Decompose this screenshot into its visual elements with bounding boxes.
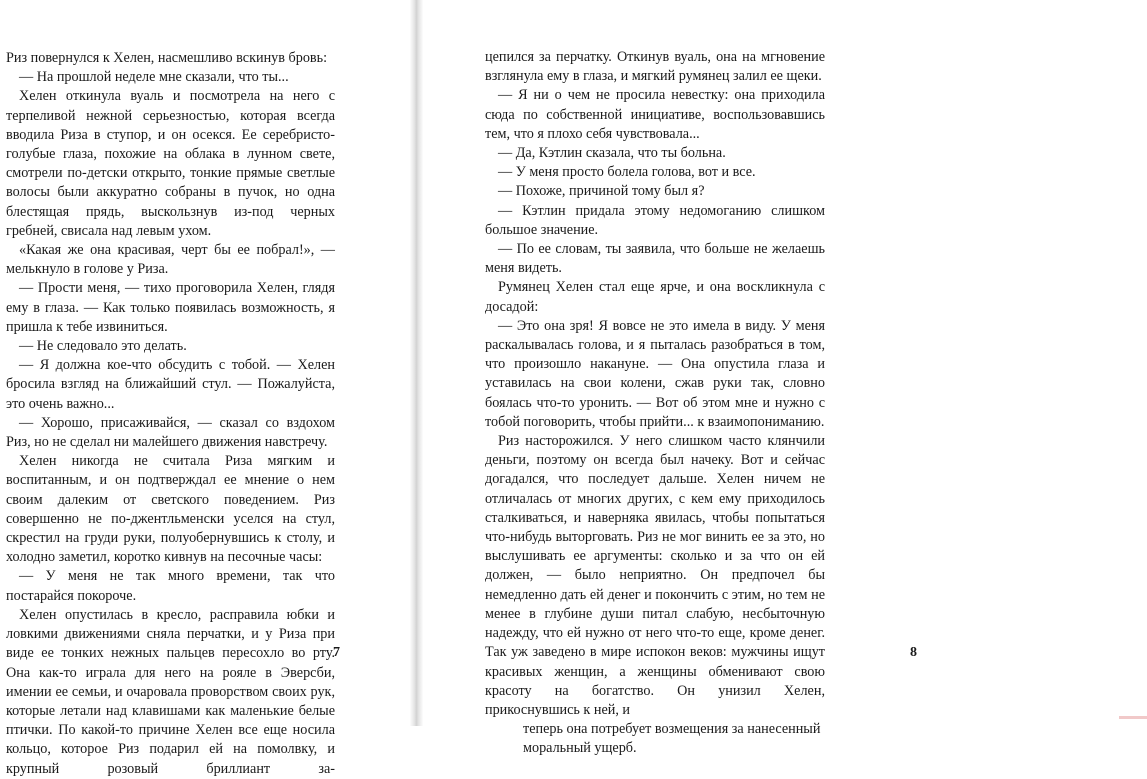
paragraph: — Похоже, причиной тому был я? xyxy=(498,183,705,200)
left-page-text xyxy=(6,49,335,779)
right-page-text xyxy=(485,48,825,759)
paragraph: — По ее словам, ты заявила, что больше не желаешь меня видеть. xyxy=(485,241,825,277)
paragraph: Риз насторожился. У него слишком часто клянчили деньги, поэтому он всегда был начеку. Вот и сейчас догадался, что последует дальше. Хелен ничем не отличалась от многих других, с кем ему приходилось сталкиваться, и наверняка явилась, чтобы попытаться что-нибудь выторговать. Риз не мог винить ее за это, но выслушивать ее аргументы: сколько и за что он ей должен, — было неприятно. Он предпочел бы немедленно дать ей денег и покончить с этим, но тем не менее в глубине души питал слабую, несбыточную надежду, что ей нужно от него что-то еще, кроме денег. Так уж заведено в мире испокон веков: мужчины ищут красивых женщин, а женщины обменивают свою красоту на богатство. Он унизил Хелен, прикоснувшись к ней, и xyxy=(485,433,825,718)
paragraph: — Прости меня, — тихо проговорила Хелен, глядя ему в глаза. — Как только появилась возможность, я пришла к тебе извиниться. xyxy=(6,280,335,335)
paragraph: — Я должна кое-что обсудить с тобой. — Хелен бросила взгляд на ближайший стул. — Пожалуйста, это очень важно... xyxy=(6,357,335,412)
paragraph: — Кэтлин придала этому недомоганию слишком большое значение. xyxy=(485,202,825,238)
paragraph: Риз повернулся к Хелен, насмешливо вскинув бровь: xyxy=(6,50,328,66)
page-number: 7 xyxy=(333,645,340,660)
paragraph: — Да, Кэтлин сказала, что ты больна. xyxy=(498,145,726,162)
paragraph: — Я ни о чем не просила невестку: она приходила сюда по собственной инициативе, воспользовавшись тем, что я плохо себя чувствовала... xyxy=(485,87,825,142)
page-edge-mark xyxy=(1119,716,1147,719)
book-spine-gutter xyxy=(410,0,423,726)
paragraph: — Это она зря! Я вовсе не это имела в виду. У меня раскалывалась голова, и я пыталась разобраться в том, что произошло накануне. — Она опустила глаза и уставилась на свои колени, сжав руки так, словно боялась что-то уронить. — Вот об этом мне и нужно с тобой поговорить, чтобы прийти... к взаимопониманию. xyxy=(485,317,825,430)
paragraph: Румянец Хелен стал еще ярче, и она воскликнула с досадой: xyxy=(485,279,825,315)
paragraph: — Не следовало это делать. xyxy=(19,338,187,355)
paragraph: — У меня просто болела голова, вот и все. xyxy=(498,164,756,181)
paragraph: Хелен никогда не считала Риза мягким и воспитанным, и он подтверждал ее мнение о нем своим далеким от светского поведением. Риз совершенно не по-джентльменски уселся на стул, скрестил на груди руки, полуобернувшись к столу, и холодно заметил, коротко кивнув на песочные часы: xyxy=(6,453,335,566)
paragraph: Хелен откинула вуаль и посмотрела на него с терпеливой нежной серьезностью, которая всегда вводила Риза в ступор, и он осекся. Ее серебристо-голубые глаза, похожие на облака в лунном свете, смотрели по-детски открыто, тонкие прямые светлые волосы были аккуратно собраны в пучок, но одна блестящая прядь, выскользнув из-под черных гребней, свисала над левым ухом. xyxy=(6,88,335,239)
paragraph: цепился за перчатку. Откинув вуаль, она на мгновение взглянула ему в глаза, и мягкий румянец залил ее щеки. xyxy=(485,49,825,85)
paragraph: — На прошлой неделе мне сказали, что ты... xyxy=(19,69,289,86)
paragraph: Хелен опустилась в кресло, расправила юбки и ловкими движениями сняла перчатки, и у Риза при виде ее тонких нежных пальцев пересохло во рту. Она как-то играла для него на рояле в Эверсби, имении ее семьи, и очаровала проворством своих рук, которые летали над клавишами как маленькие белые птички. По какой-то причине Хелен все еще носила кольцо, которое Риз подарил ей на помолвку, и крупный розовый бриллиант за- xyxy=(6,606,335,777)
paragraph: — У меня не так много времени, так что постарайся покороче. xyxy=(6,568,335,604)
paragraph: — Хорошо, присаживайся, — сказал со вздохом Риз, но не сделал ни малейшего движения навстречу. xyxy=(6,414,335,451)
paragraph: теперь она потребует возмещения за нанесенный моральный ущерб. xyxy=(523,721,821,757)
page-number: 8 xyxy=(910,645,917,660)
paragraph: «Какая же она красивая, черт бы ее побрал!», — мелькнуло в голове у Риза. xyxy=(6,242,335,278)
left-page xyxy=(0,0,410,777)
